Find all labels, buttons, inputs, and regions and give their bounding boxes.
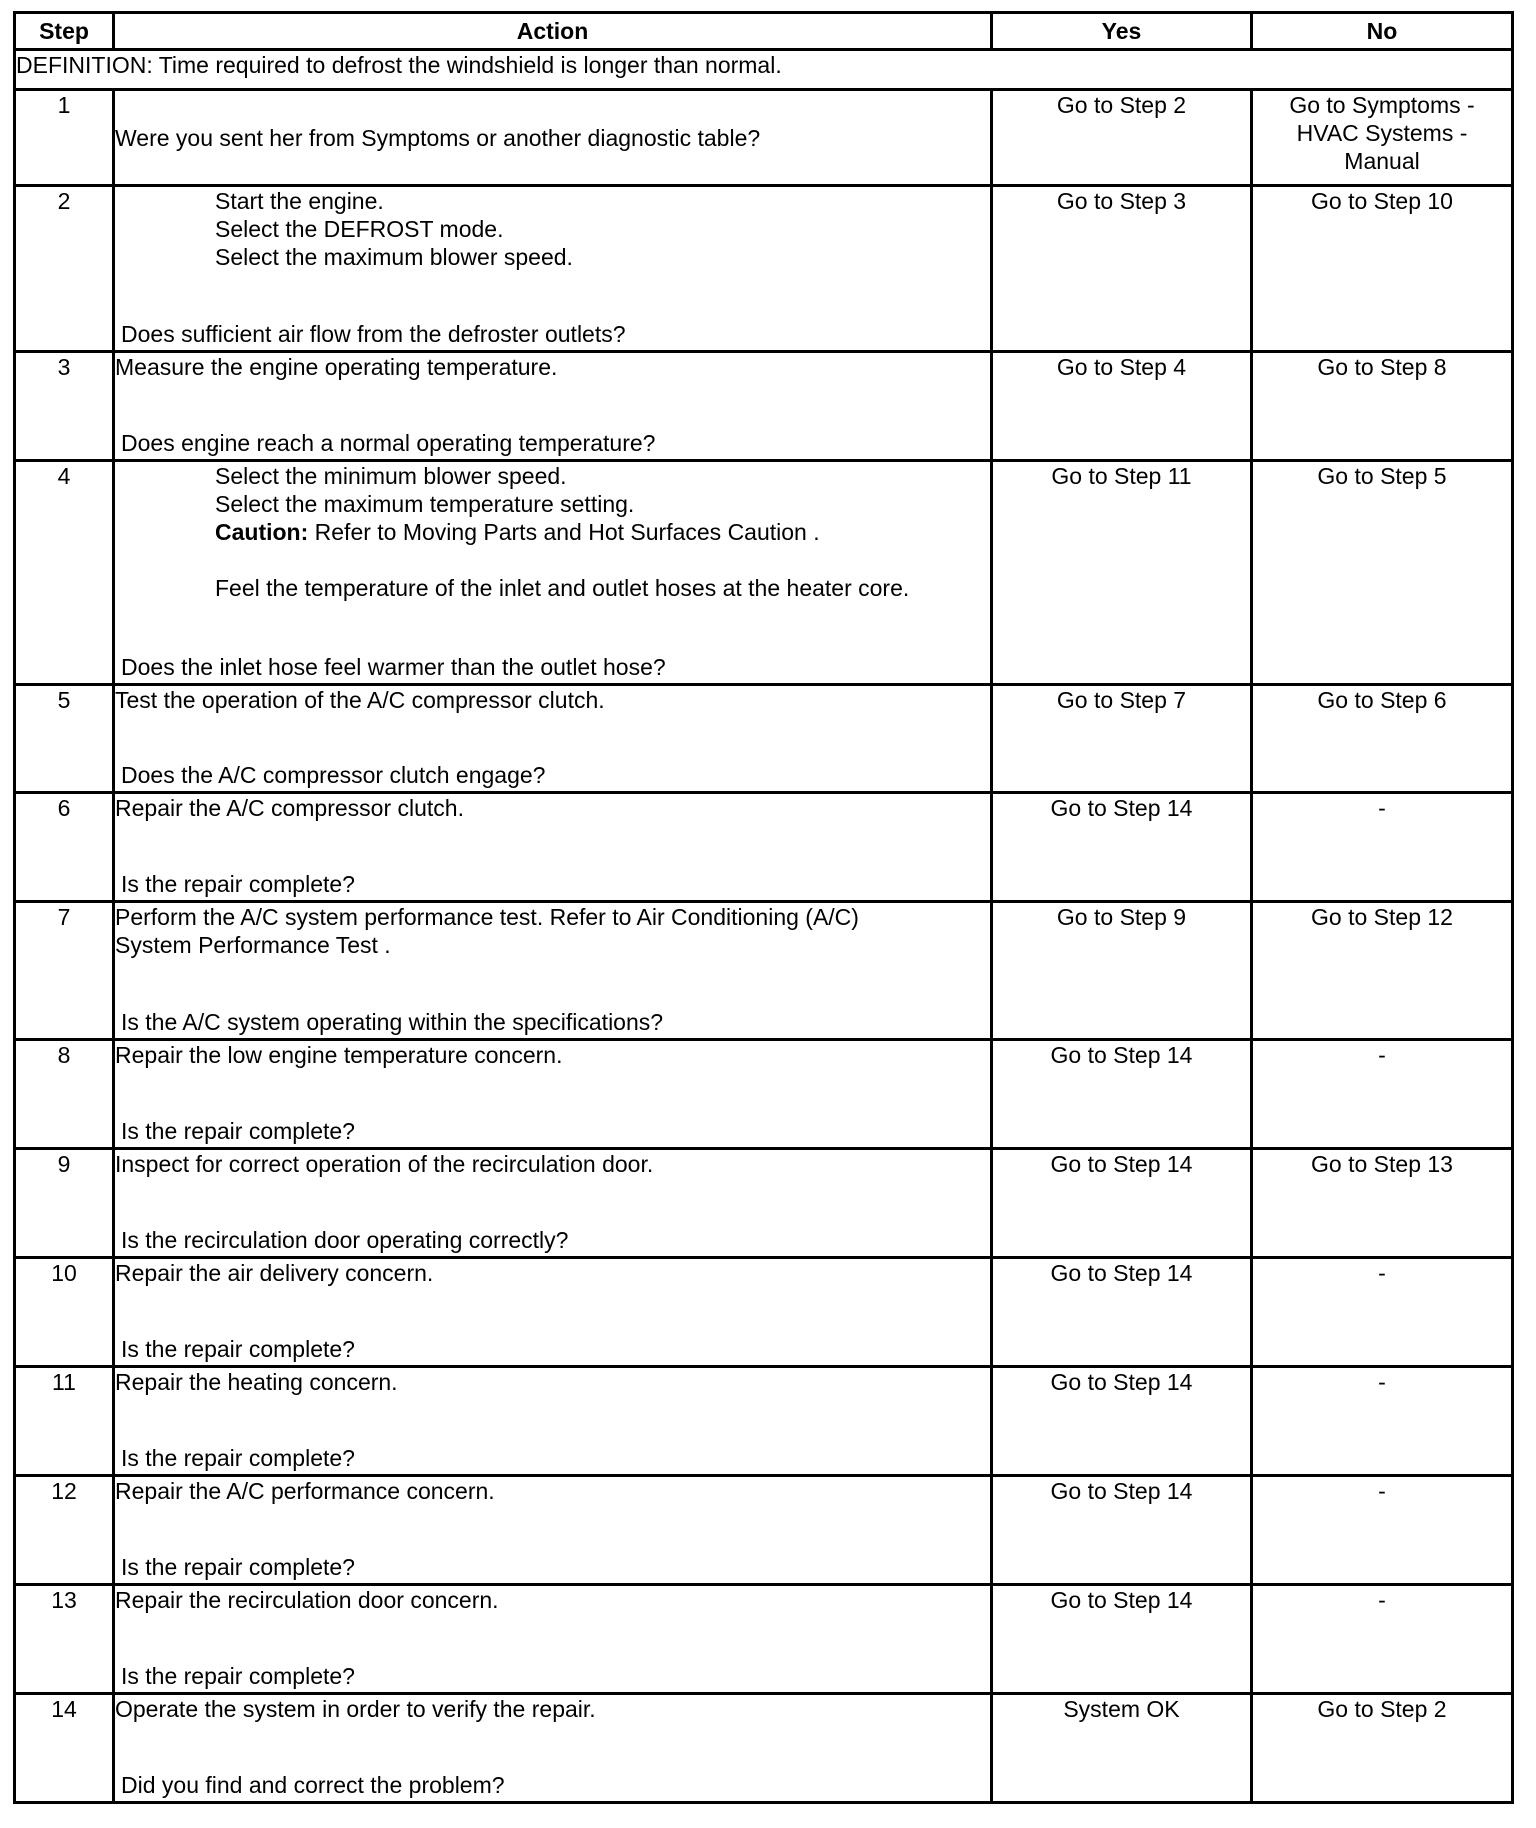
action-text: Repair the A/C performance concern. [115,1478,495,1504]
header-yes: Yes [992,13,1252,50]
action-question: Is the repair complete? [121,1445,355,1471]
header-no: No [1252,13,1513,50]
yes-cell: Go to Step 9 [992,902,1252,1040]
action-cell [114,1258,992,1367]
action-cell [114,186,992,352]
action-question: Is the repair complete? [121,871,355,897]
no-cell: Go to Step 10 [1252,186,1513,352]
table-row [15,1040,1513,1149]
no-cell: - [1252,1258,1513,1367]
step-number: 1 [15,90,114,186]
action-question: Is the repair complete? [121,1663,355,1689]
action-substep: Select the minimum blower speed. [215,463,567,489]
no-cell: Go to Step 8 [1252,352,1513,461]
no-cell: - [1252,1367,1513,1476]
no-line: Go to Symptoms - [1289,92,1475,118]
table-row [15,1476,1513,1585]
header-action: Action [114,13,992,50]
action-substep: Select the maximum temperature setting. [215,491,635,517]
diagnostic-table-wrapper [13,11,1514,1804]
table-row [15,186,1513,352]
no-cell: - [1252,793,1513,902]
diagnostic-table [13,11,1514,1804]
table-row [15,352,1513,461]
action-cell [114,793,992,902]
step-number: 13 [15,1585,114,1694]
action-question: Does engine reach a normal operating temperature? [121,430,656,456]
action-cell [114,685,992,793]
no-cell: Go to Step 6 [1252,685,1513,793]
yes-cell: Go to Step 14 [992,1258,1252,1367]
step-number: 2 [15,186,114,352]
caution-line [115,518,990,546]
no-cell: - [1252,1476,1513,1585]
action-question: Did you find and correct the problem? [121,1772,505,1798]
table-row [15,1585,1513,1694]
step-number: 3 [15,352,114,461]
caution-text: Refer to Moving Parts and Hot Surfaces Caution . [308,519,820,545]
yes-cell: System OK [992,1694,1252,1803]
action-text: Inspect for correct operation of the recirculation door. [115,1151,654,1177]
yes-cell: Go to Step 14 [992,1585,1252,1694]
action-question: Were you sent her from Symptoms or another diagnostic table? [115,124,761,151]
action-text: Repair the recirculation door concern. [115,1587,499,1613]
action-question: Is the repair complete? [121,1554,355,1580]
action-cell [114,1149,992,1258]
table-row [15,1258,1513,1367]
step-number: 7 [15,902,114,1040]
table-row [15,90,1513,186]
table-row [15,902,1513,1040]
no-cell: Go to Step 13 [1252,1149,1513,1258]
action-question: Is the repair complete? [121,1118,355,1144]
action-cell [114,1476,992,1585]
yes-cell: Go to Step 14 [992,1367,1252,1476]
yes-cell: Go to Step 14 [992,1149,1252,1258]
step-number: 6 [15,793,114,902]
yes-cell: Go to Step 11 [992,461,1252,685]
yes-cell: Go to Step 14 [992,1040,1252,1149]
action-question: Is the recirculation door operating correctly? [121,1227,569,1253]
spacer [115,546,990,574]
definition-row [15,50,1513,90]
table-row [15,461,1513,685]
no-line: HVAC Systems - [1296,120,1468,146]
step-number: 8 [15,1040,114,1149]
action-cell [114,1367,992,1476]
action-cell [114,461,992,685]
yes-cell: Go to Step 2 [992,90,1252,186]
action-text: Repair the low engine temperature concern. [115,1042,563,1068]
step-number: 14 [15,1694,114,1803]
no-cell: Go to Step 5 [1252,461,1513,685]
no-cell: Go to Step 2 [1252,1694,1513,1803]
action-text: Test the operation of the A/C compressor clutch. [115,687,605,713]
action-text: Measure the engine operating temperature. [115,354,558,380]
step-number: 12 [15,1476,114,1585]
action-substep: Select the DEFROST mode. [215,216,504,242]
action-question: Is the A/C system operating within the specifications? [121,1009,664,1035]
action-question: Does the A/C compressor clutch engage? [121,762,546,788]
table-row [15,1694,1513,1803]
action-text: Perform the A/C system performance test. Refer to Air Conditioning (A/C) [115,904,859,930]
step-number: 4 [15,461,114,685]
action-cell [114,902,992,1040]
action-question: Does the inlet hose feel warmer than the outlet hose? [121,654,666,680]
action-text: Repair the A/C compressor clutch. [115,795,464,821]
header-row [15,13,1513,50]
no-line: Manual [1344,148,1420,174]
header-step: Step [15,13,114,50]
caution-label: Caution: [215,519,309,545]
action-cell [114,90,992,186]
action-cell [114,1694,992,1803]
step-number: 11 [15,1367,114,1476]
yes-cell: Go to Step 3 [992,186,1252,352]
action-cell [114,352,992,461]
yes-cell: Go to Step 4 [992,352,1252,461]
action-substep: Select the maximum blower speed. [215,244,573,270]
table-row [15,793,1513,902]
no-cell [1252,90,1513,186]
action-substep: Feel the temperature of the inlet and outlet hoses at the heater core. [215,575,910,601]
yes-cell: Go to Step 7 [992,685,1252,793]
action-question: Does sufficient air flow from the defroster outlets? [121,321,626,347]
yes-cell: Go to Step 14 [992,1476,1252,1585]
step-number: 10 [15,1258,114,1367]
step-number: 5 [15,685,114,793]
step-number: 9 [15,1149,114,1258]
definition-text: DEFINITION: Time required to defrost the windshield is longer than normal. [15,50,1513,90]
action-cell [114,1040,992,1149]
no-cell: - [1252,1040,1513,1149]
action-cell [114,1585,992,1694]
table-row [15,1149,1513,1258]
action-text: Repair the air delivery concern. [115,1260,434,1286]
no-cell: - [1252,1585,1513,1694]
yes-cell: Go to Step 14 [992,793,1252,902]
action-text: System Performance Test . [115,932,391,958]
table-row [15,1367,1513,1476]
action-text: Operate the system in order to verify the repair. [115,1696,596,1722]
table-row [15,685,1513,793]
action-text: Repair the heating concern. [115,1369,398,1395]
no-cell: Go to Step 12 [1252,902,1513,1040]
action-question: Is the repair complete? [121,1336,355,1362]
action-substep: Start the engine. [215,188,384,214]
